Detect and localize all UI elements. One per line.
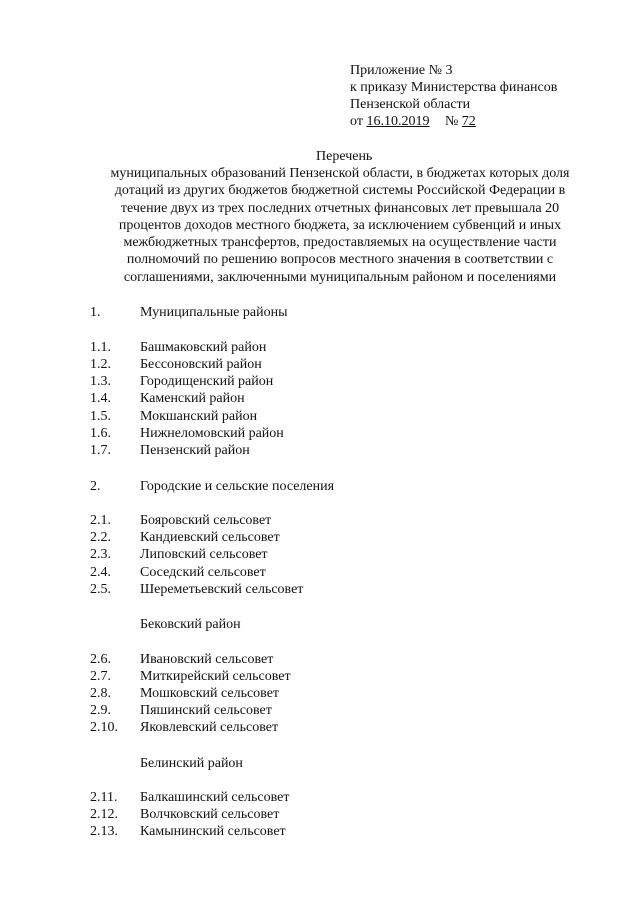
item-number: 1.3. [90, 374, 111, 389]
annex-line-3: Пензенской области [350, 97, 471, 112]
item-number: 1.4. [90, 391, 111, 406]
section-title: Городские и сельские поселения [140, 479, 335, 494]
item-name: Волчковский сельсовет [140, 807, 280, 822]
item-number: 2.3. [90, 547, 111, 562]
item-number: 2.9. [90, 703, 111, 718]
item-number: 2.6. [90, 652, 111, 667]
section-number: 2. [90, 479, 101, 494]
annex-order-line [350, 113, 557, 130]
item-number: 2.1. [90, 513, 111, 528]
item-number: 2.4. [90, 565, 111, 580]
document-title: Перечень [316, 149, 373, 164]
subject-line: муниципальных образований Пензенской области, в бюджетах которых доля [110, 166, 570, 181]
item-number: 2.5. [90, 582, 111, 597]
item-number: 2.10. [90, 720, 118, 735]
annex-date: 16.10.2019 [366, 114, 430, 129]
item-name: Камынинский сельсовет [140, 824, 286, 839]
item-number: 1.2. [90, 357, 111, 372]
item-name: Ивановский сельсовет [140, 652, 274, 667]
subject-line: полномочий по решению вопросов местного значения в соответствии с [126, 252, 554, 268]
item-name: Пензенский район [140, 443, 250, 458]
section-title: Муниципальные районы [140, 305, 288, 320]
item-name: Пяшинский сельсовет [140, 703, 272, 718]
district-subheading: Бековский район [140, 617, 241, 632]
item-name: Каменский район [140, 391, 245, 406]
section-number: 1. [90, 305, 101, 320]
item-name: Мошковский сельсовет [140, 686, 280, 701]
item-name: Яковлевский сельсовет [140, 720, 279, 735]
subject-line: соглашениями, заключенными муниципальным районом и поселениями [123, 269, 557, 285]
item-name: Соседский сельсовет [140, 565, 266, 580]
item-name: Нижнеломовский район [140, 426, 284, 441]
item-number: 2.7. [90, 669, 111, 684]
item-number: 2.13. [90, 824, 118, 839]
item-number: 2.8. [90, 686, 111, 701]
annex-from-label: от [350, 114, 363, 129]
annex-number-label: № [444, 114, 459, 129]
item-name: Липовский сельсовет [140, 547, 268, 562]
item-name: Бояровский сельсовет [140, 513, 272, 528]
item-number: 2.12. [90, 807, 118, 822]
subject-line: межбюджетных трансфертов, предоставляемых на осуществление части [123, 235, 557, 251]
document-subject [80, 165, 600, 286]
item-number: 2.2. [90, 530, 111, 545]
item-number: 1.5. [90, 409, 111, 424]
annex-line-1: Приложение № 3 [350, 63, 453, 78]
item-name: Шереметьевский сельсовет [140, 582, 304, 597]
subject-line: процентов доходов местного бюджета, за исключением субвенций и иных [118, 217, 562, 233]
item-name: Миткирейский сельсовет [140, 669, 291, 684]
annex-number: 72 [461, 114, 476, 129]
item-name: Балкашинский сельсовет [140, 790, 290, 805]
item-name: Городищенский район [140, 374, 274, 389]
annex-block [350, 62, 557, 130]
item-number: 1.6. [90, 426, 111, 441]
item-name: Башмаковский район [140, 340, 267, 355]
district-subheading: Белинский район [140, 756, 243, 771]
item-number: 2.11. [90, 790, 118, 805]
subject-line: дотаций из других бюджетов бюджетной системы Российской Федерации в [114, 183, 566, 199]
item-name: Мокшанский район [140, 409, 258, 424]
item-number: 1.1. [90, 340, 111, 355]
item-number: 1.7. [90, 443, 111, 458]
item-name: Бессоновский район [140, 357, 262, 372]
annex-line-2: к приказу Министерства финансов [350, 80, 558, 95]
item-name: Кандиевский сельсовет [140, 530, 280, 545]
subject-line: течение двух из трех последних отчетных финансовых лет превышала 20 [120, 200, 560, 216]
